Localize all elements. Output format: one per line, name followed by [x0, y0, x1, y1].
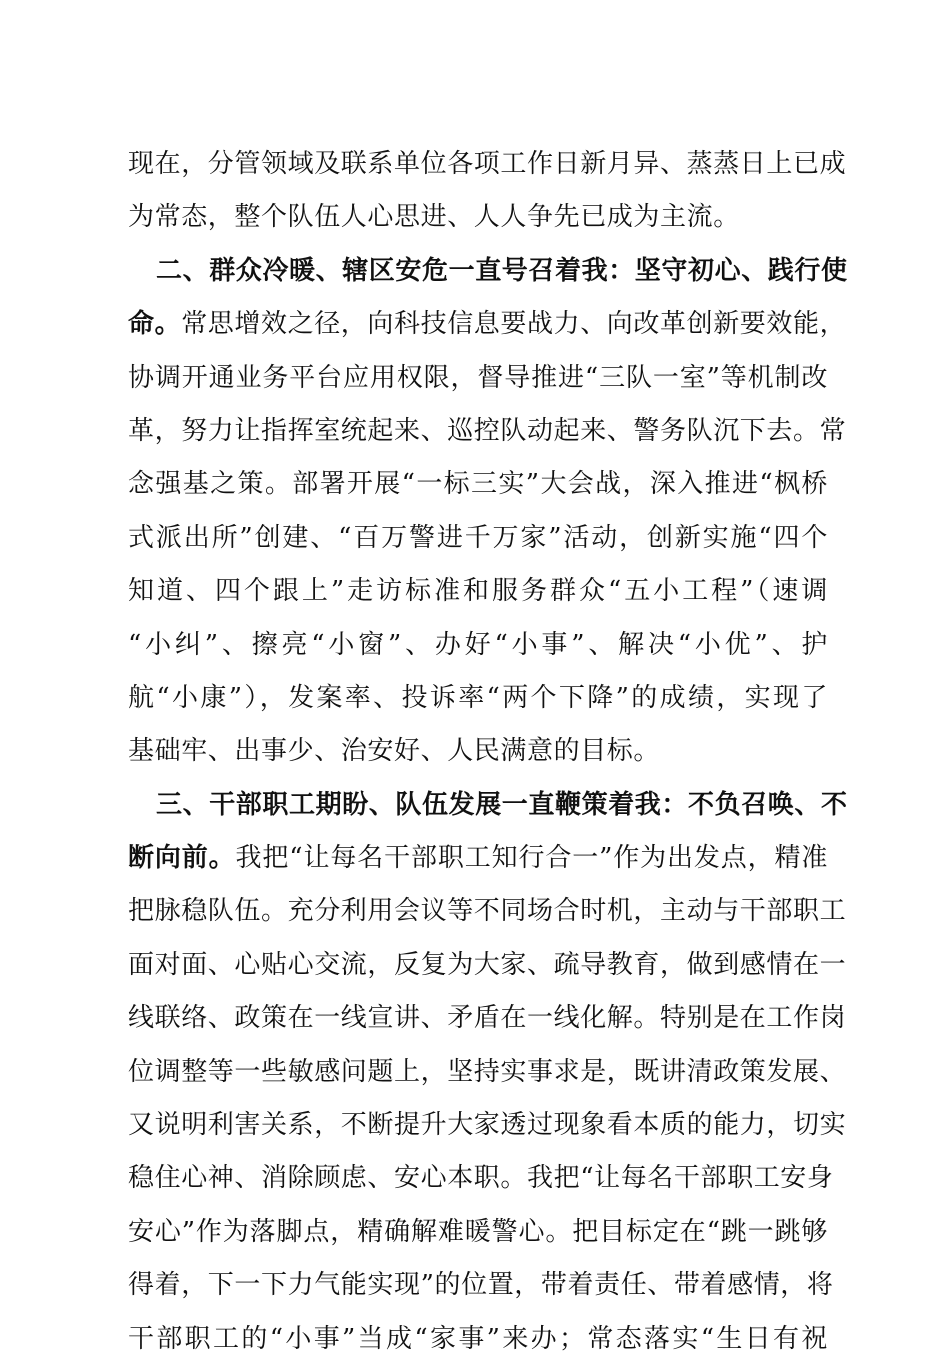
paragraph-line: 安心”作为落脚点，精确解难暖警心。把目标定在“跳一跳够: [128, 1216, 828, 1247]
section-heading-2-end: 命。: [128, 309, 182, 340]
paragraph-line: 面对面、心贴心交流，反复为大家、疏导教育，做到感情在一: [128, 949, 847, 980]
paragraph-line: 革，努力让指挥室统起来、巡控队动起来、警务队沉下去。常: [128, 415, 847, 446]
paragraph-line: [128, 298, 847, 351]
paragraph-line: 航“小康”），发案率、投诉率“两个下降”的成绩，实现了: [128, 682, 828, 713]
paragraph-line: [128, 832, 828, 885]
paragraph-line: “小纠”、擦亮“小窗”、办好“小事”、解决“小优”、护: [128, 629, 828, 660]
paragraph-line: 式派出所”创建、“百万警进千万家”活动，创新实施“四个: [128, 522, 828, 553]
paragraph-line: 念强基之策。部署开展“一标三实”大会战，深入推进“枫桥: [128, 469, 828, 500]
paragraph-line: 位调整等一些敏感问题上，坚持实事求是，既讲清政策发展、: [128, 1056, 847, 1087]
paragraph-line: 为常态，整个队伍人心思进、人人争先已成为主流。: [128, 202, 740, 233]
paragraph-line: 把脉稳队伍。充分利用会议等不同场合时机，主动与干部职工: [128, 896, 847, 927]
paragraph-line: 知道、四个跟上”走访标准和服务群众“五小工程”（速调: [128, 576, 828, 607]
document-body: [128, 138, 848, 1366]
paragraph-line: 线联络、政策在一线宣讲、矛盾在一线化解。特别是在工作岗: [128, 1003, 847, 1034]
paragraph-text: 我把“让每名干部职工知行合一”作为出发点，精准: [235, 843, 828, 874]
paragraph-text: 常思增效之径，向科技信息要战力、向改革创新要效能，: [181, 309, 847, 340]
paragraph-line: 得着，下一下力气能实现”的位置，带着责任、带着感情，将: [128, 1270, 834, 1301]
section-heading-2: 二、群众冷暖、辖区安危一直号召着我：坚守初心、践行使: [156, 255, 848, 286]
paragraph-line: 基础牢、出事少、治安好、人民满意的目标。: [128, 736, 661, 767]
paragraph-line: 干部职工的“小事”当成“家事”来办；常态落实“生日有祝: [128, 1323, 828, 1354]
paragraph-line: 现在，分管领域及联系单位各项工作日新月异、蒸蒸日上已成: [128, 149, 847, 179]
paragraph-line: 又说明利害关系，不断提升大家透过现象看本质的能力，切实: [128, 1110, 847, 1141]
section-heading-3-end: 断向前。: [128, 843, 236, 874]
section-heading-3: 三、干部职工期盼、队伍发展一直鞭策着我：不负召唤、不: [156, 789, 848, 820]
paragraph-line: 协调开通业务平台应用权限，督导推进“三队一室”等机制改: [128, 362, 828, 393]
paragraph-line: 稳住心神、消除顾虑、安心本职。我把“让每名干部职工安身: [128, 1163, 834, 1194]
